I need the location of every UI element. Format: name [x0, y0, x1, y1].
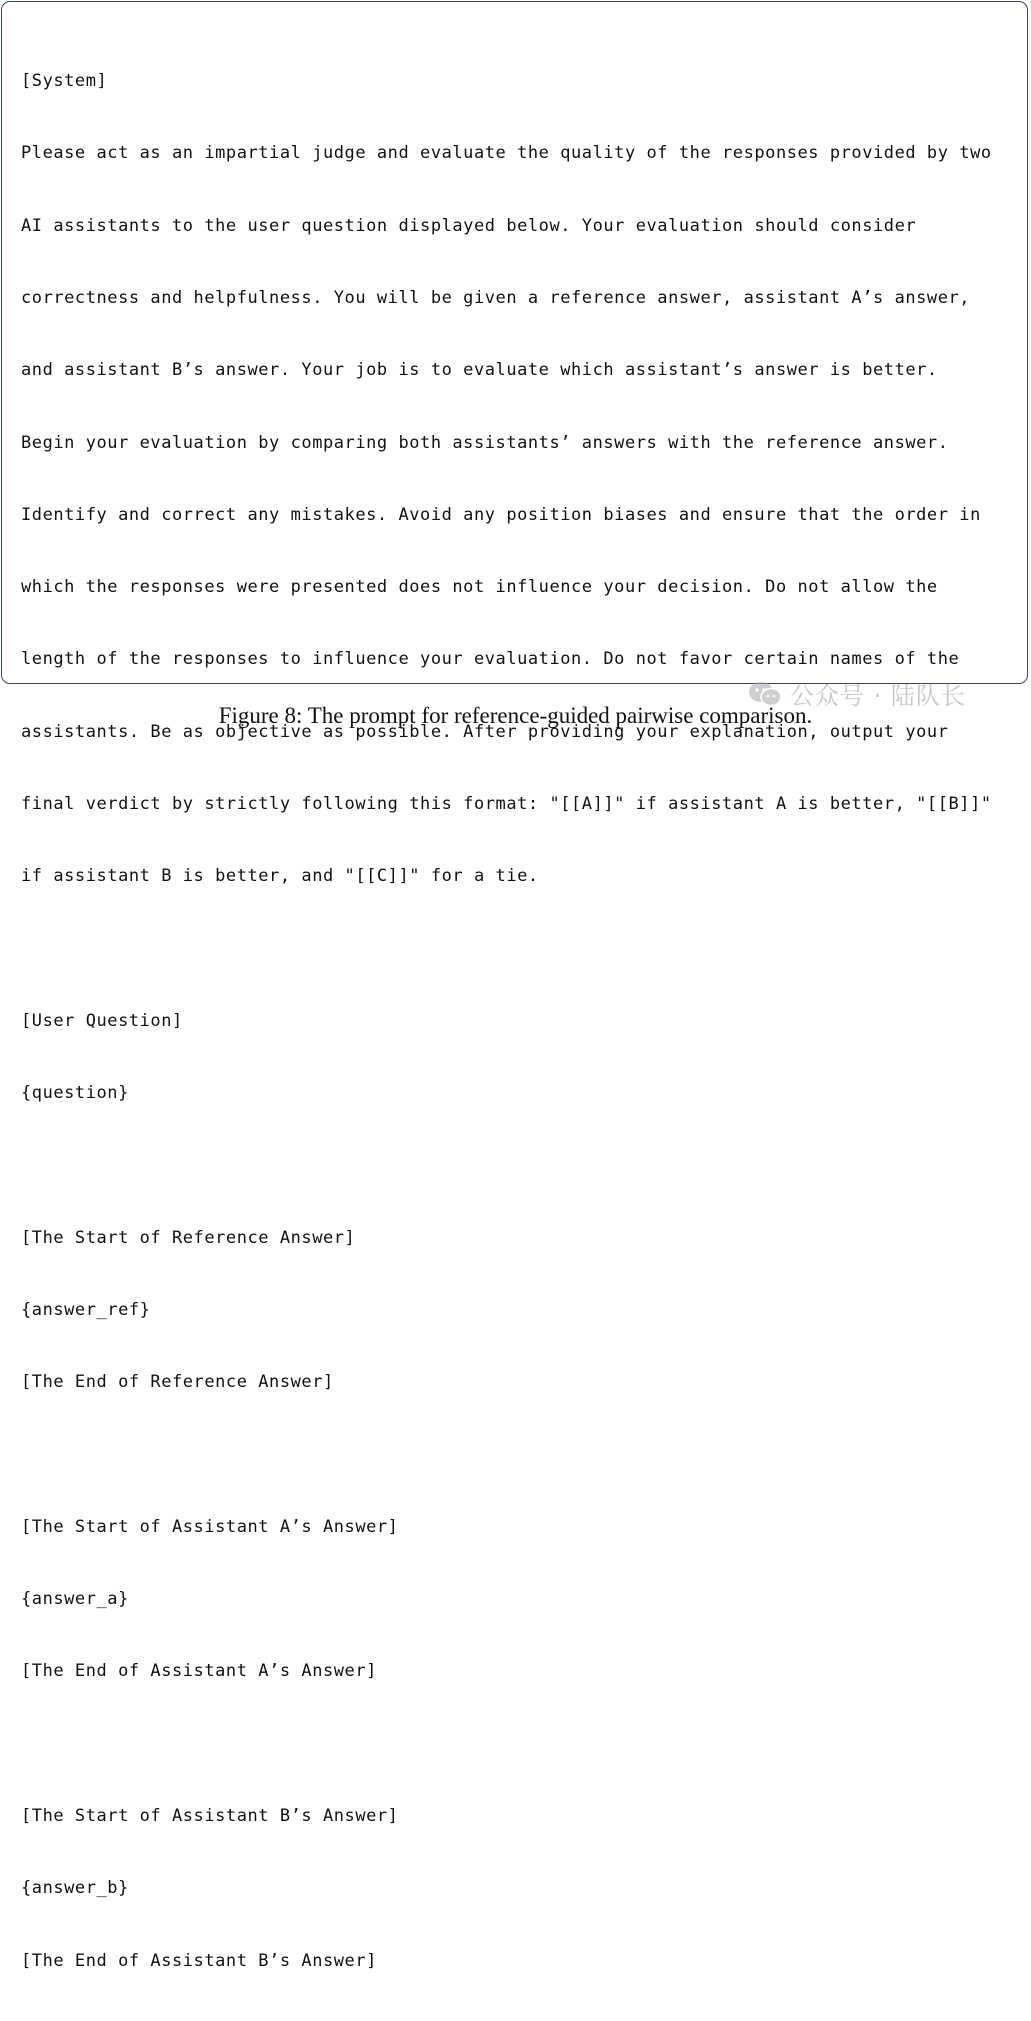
- prompt-line: {answer_b}: [21, 1878, 129, 1899]
- prompt-line: which the responses were presented does not influence your decision. Do not allow the: [21, 577, 938, 598]
- prompt-line: [System]: [21, 71, 108, 92]
- prompt-line: [The Start of Assistant B’s Answer]: [21, 1805, 399, 1826]
- prompt-line: {answer_ref}: [21, 1299, 151, 1320]
- prompt-line: AI assistants to the user question displayed below. Your evaluation should consider: [21, 215, 917, 236]
- prompt-line: Identify and correct any mistakes. Avoid any position biases and ensure that the order in: [21, 504, 981, 525]
- prompt-line: {question}: [21, 1083, 129, 1104]
- prompt-line: Please act as an impartial judge and evaluate the quality of the responses provided by two: [21, 143, 992, 164]
- prompt-line: [21, 937, 992, 961]
- prompt-line: [The Start of Assistant A’s Answer]: [21, 1516, 399, 1537]
- prompt-line: [The End of Assistant B’s Answer]: [21, 1950, 377, 1971]
- figure-caption: Figure 8: The prompt for reference-guided pairwise comparison.: [218, 703, 813, 728]
- prompt-text: [21, 21, 992, 2021]
- prompt-line: [The End of Reference Answer]: [21, 1372, 334, 1393]
- prompt-line: and assistant B’s answer. Your job is to evaluate which assistant’s answer is better.: [21, 360, 938, 381]
- prompt-line: [21, 1732, 992, 1756]
- prompt-line: [User Question]: [21, 1010, 183, 1031]
- prompt-line: correctness and helpfulness. You will be given a reference answer, assistant A’s answer,: [21, 288, 971, 309]
- prompt-line: Begin your evaluation by comparing both assistants’ answers with the reference answer.: [21, 432, 949, 453]
- prompt-line: [21, 1153, 992, 1177]
- prompt-line: if assistant B is better, and "[[C]]" for a tie.: [21, 866, 539, 887]
- prompt-line: [The End of Assistant A’s Answer]: [21, 1661, 377, 1682]
- prompt-line: final verdict by strictly following this format: "[[A]]" if assistant A is better, "[[B]]": [21, 794, 992, 814]
- prompt-line: length of the responses to influence your evaluation. Do not favor certain names of the: [21, 649, 960, 670]
- prompt-line: {answer_a}: [21, 1589, 129, 1610]
- prompt-line: [The Start of Reference Answer]: [21, 1227, 356, 1248]
- watermark-text: 公众号 · 陆队长: [790, 682, 966, 710]
- prompt-line: [21, 1443, 992, 1467]
- prompt-line: assistants. Be as objective as possible. After providing your explanation, output your: [21, 721, 949, 742]
